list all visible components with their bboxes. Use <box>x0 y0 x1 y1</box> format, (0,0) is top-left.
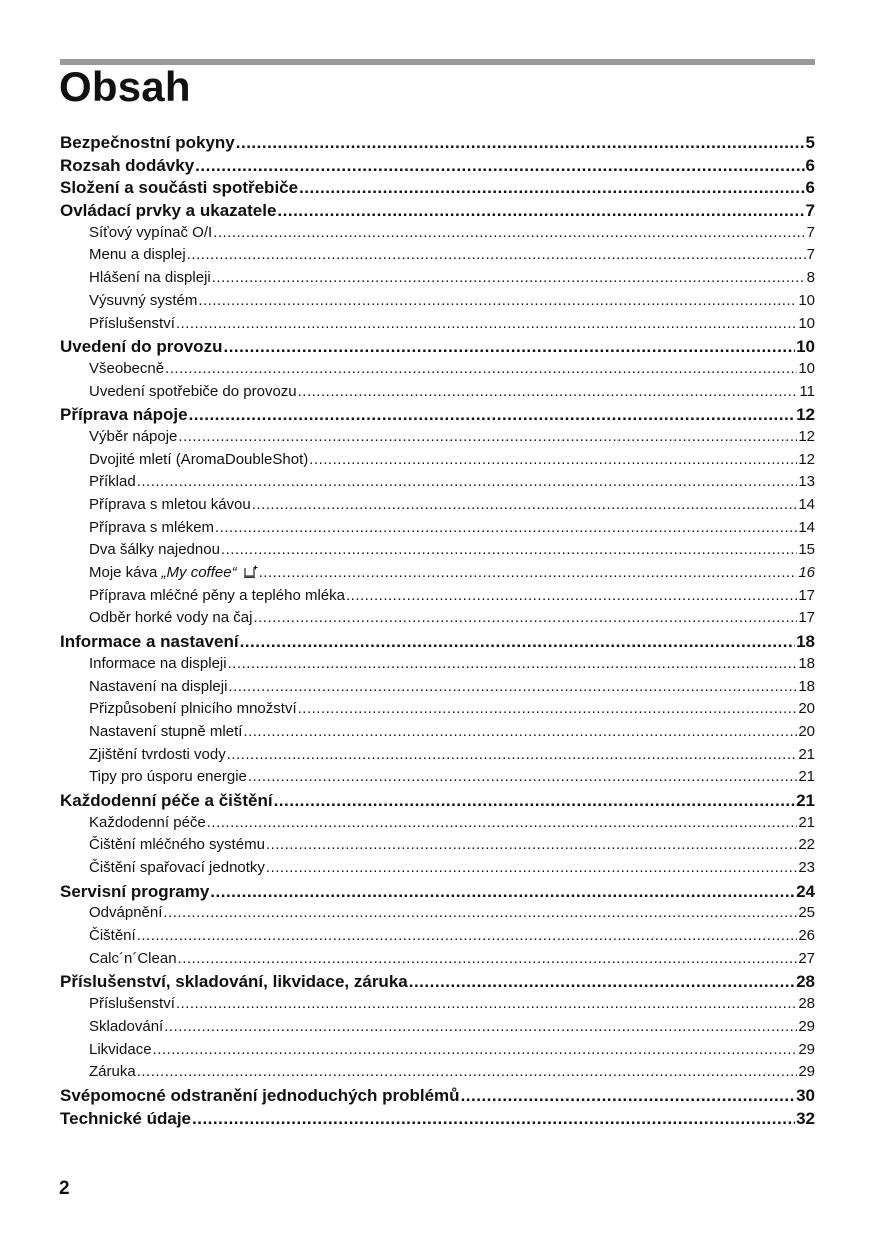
toc-entry-text: Síťový vypínač O/I <box>89 223 213 241</box>
toc-dot-leader <box>346 587 797 604</box>
toc-dot-leader <box>176 315 797 332</box>
toc-page-number: 10 <box>798 291 815 309</box>
toc-entry-title <box>89 950 177 967</box>
toc-page-number: 14 <box>798 496 815 513</box>
toc-entry-text: Uvedení do provozu <box>60 337 223 357</box>
toc-chapter-entry[interactable] <box>60 405 815 428</box>
toc-section-entry[interactable] <box>60 927 815 950</box>
toc-entry-text: Příprava nápoje <box>60 405 188 425</box>
toc-entry-text: Menu a displej <box>89 246 186 264</box>
toc-entry-title <box>60 156 194 176</box>
toc-chapter-entry[interactable] <box>60 1086 815 1109</box>
toc-chapter-entry[interactable] <box>60 201 815 224</box>
toc-section-entry[interactable] <box>60 655 815 678</box>
toc-dot-leader <box>210 882 795 902</box>
toc-page-number: 24 <box>796 881 815 901</box>
toc-entry-text: Moje káva <box>89 564 162 582</box>
toc-page-number: 20 <box>798 722 815 740</box>
page-number: 2 <box>59 1178 70 1199</box>
toc-section-entry[interactable] <box>60 1018 815 1041</box>
toc-entry-text: Příslušenství, skladování, likvidace, záruka <box>60 972 408 992</box>
toc-entry-title <box>89 451 308 468</box>
toc-entry-text: Složení a součásti spotřebiče <box>60 178 299 198</box>
toc-entry-title <box>89 496 251 513</box>
toc-entry-text: Technické údaje <box>60 1108 192 1128</box>
toc-dot-leader <box>274 791 796 811</box>
toc-entry-text: Hlášení na displeji <box>89 269 211 287</box>
toc-entry-title <box>89 246 186 263</box>
toc-dot-leader <box>195 156 804 176</box>
toc-section-entry[interactable] <box>60 1063 815 1086</box>
toc-chapter-entry[interactable] <box>60 337 815 360</box>
toc-section-entry[interactable] <box>60 451 815 474</box>
toc-entry-title <box>89 904 162 921</box>
toc-chapter-entry[interactable] <box>60 1109 815 1132</box>
toc-entry-title <box>89 224 212 241</box>
toc-entry-title <box>60 178 298 198</box>
toc-section-entry[interactable] <box>60 609 815 632</box>
toc-entry-title <box>60 1086 460 1106</box>
page-title: Obsah <box>59 63 191 110</box>
toc-page-number: 21 <box>796 790 815 810</box>
toc-entry-text: Nastavení na displeji <box>89 677 228 695</box>
toc-dot-leader <box>309 451 797 468</box>
cup-plus-icon <box>244 565 258 578</box>
toc-entry-text: Nastavení stupně mletí <box>89 722 243 740</box>
toc-section-entry[interactable] <box>60 768 815 791</box>
toc-page-number: 10 <box>798 314 815 332</box>
toc-entry-text: Rozsah dodávky <box>60 155 195 175</box>
toc-dot-leader <box>164 1018 797 1035</box>
table-of-contents <box>60 133 815 1131</box>
toc-entry-text: Příslušenství <box>89 995 175 1013</box>
toc-section-entry[interactable] <box>60 950 815 973</box>
toc-entry-text: Ovládací prvky a ukazatele <box>60 201 277 221</box>
toc-entry-title <box>89 609 252 626</box>
toc-entry-title <box>89 587 345 604</box>
toc-entry-text: Svépomocné odstranění jednoduchých problémů <box>60 1085 460 1105</box>
toc-page-number: 21 <box>798 768 815 786</box>
toc-dot-leader <box>198 292 797 309</box>
toc-section-entry[interactable] <box>60 1041 815 1064</box>
toc-entry-text: Čištění spařovací jednotky <box>89 859 265 876</box>
toc-entry-title <box>89 1041 152 1058</box>
toc-page-number: 7 <box>805 201 815 221</box>
toc-entry-title <box>89 814 206 831</box>
toc-section-entry[interactable] <box>60 428 815 451</box>
toc-dot-leader <box>243 723 797 740</box>
toc-page-number: 23 <box>798 859 815 876</box>
toc-entry-text: Odběr horké vody na čaj <box>89 609 253 627</box>
toc-dot-leader <box>266 859 797 876</box>
toc-page-number: 5 <box>805 133 815 152</box>
toc-dot-leader <box>212 269 806 286</box>
toc-section-entry[interactable] <box>60 292 815 315</box>
toc-entry-title <box>89 269 211 286</box>
toc-page-number: 11 <box>799 382 815 400</box>
toc-dot-leader <box>252 496 798 513</box>
toc-entry-text: Odvápnění <box>89 904 163 922</box>
toc-entry-title <box>89 360 164 377</box>
toc-entry-title <box>89 768 247 785</box>
toc-entry-text: Přizpůsobení plnicího množství <box>89 700 297 718</box>
toc-entry-title <box>89 564 258 581</box>
toc-entry-title <box>89 655 227 672</box>
toc-dot-leader <box>259 564 798 581</box>
toc-entry-title <box>89 995 175 1012</box>
toc-entry-title <box>89 519 214 536</box>
toc-dot-leader <box>298 700 798 717</box>
toc-section-entry[interactable] <box>60 836 815 859</box>
toc-entry-text: Příklad <box>89 473 136 491</box>
toc-entry-title <box>89 1018 163 1035</box>
toc-dot-leader <box>299 178 804 198</box>
toc-entry-text: Skladování <box>89 1017 164 1035</box>
toc-dot-leader <box>165 360 797 377</box>
toc-page-number: 6 <box>805 155 815 175</box>
toc-dot-leader <box>221 541 797 558</box>
toc-page-number: 25 <box>798 904 815 922</box>
toc-page-number: 32 <box>796 1108 815 1128</box>
toc-page-number: 22 <box>798 836 815 854</box>
toc-page-number: 21 <box>798 745 815 763</box>
toc-entry-text: Příprava s mletou kávou <box>89 496 251 513</box>
toc-dot-leader <box>248 768 797 785</box>
toc-entry-text: Příprava s mlékem <box>89 518 215 536</box>
toc-entry-title <box>60 337 222 357</box>
toc-entry-text: Záruka <box>89 1063 136 1081</box>
toc-entry-text: Výběr nápoje <box>89 427 178 445</box>
toc-page-number: 10 <box>796 337 815 357</box>
toc-dot-leader <box>189 405 796 425</box>
toc-entry-title <box>60 405 188 425</box>
toc-dot-leader <box>409 972 795 992</box>
toc-page-number: 7 <box>806 223 815 241</box>
toc-entry-text: Všeobecně <box>89 359 165 377</box>
toc-entry-title <box>89 428 177 445</box>
toc-section-entry[interactable] <box>60 678 815 701</box>
toc-section-entry[interactable] <box>60 700 815 723</box>
toc-page-number: 20 <box>798 700 815 718</box>
toc-dot-leader <box>178 428 797 445</box>
toc-section-entry[interactable] <box>60 859 815 882</box>
toc-page-number: 8 <box>806 269 815 287</box>
toc-chapter-entry[interactable] <box>60 791 815 814</box>
toc-dot-leader <box>176 995 797 1012</box>
toc-entry-title <box>89 859 265 876</box>
toc-dot-leader <box>163 904 797 921</box>
toc-section-entry[interactable] <box>60 564 815 587</box>
toc-chapter-entry[interactable] <box>60 133 815 156</box>
toc-page-number: 28 <box>796 972 815 992</box>
toc-entry-title <box>60 632 239 652</box>
toc-page-number: 18 <box>798 677 815 695</box>
toc-entry-title <box>60 1109 191 1129</box>
toc-dot-leader <box>137 1063 798 1080</box>
toc-dot-leader <box>240 632 796 652</box>
toc-section-entry[interactable] <box>60 246 815 269</box>
toc-dot-leader <box>153 1041 798 1058</box>
toc-page-number: 12 <box>798 450 815 468</box>
toc-dot-leader <box>277 201 804 221</box>
toc-entry-text: Příprava mléčné pěny a teplého mléka <box>89 586 345 604</box>
toc-dot-leader <box>137 927 798 944</box>
toc-entry-title <box>89 700 297 717</box>
toc-page-number: 29 <box>798 1017 815 1035</box>
toc-page-number: 27 <box>798 949 815 967</box>
toc-dot-leader <box>213 224 805 241</box>
toc-chapter-entry[interactable] <box>60 156 815 179</box>
toc-entry-text: Tipy pro úsporu energie <box>89 768 247 786</box>
toc-entry-text: Bezpečnostní pokyny <box>60 133 235 152</box>
toc-entry-title <box>89 541 220 558</box>
toc-section-entry[interactable] <box>60 383 815 406</box>
toc-page-number: 16 <box>798 564 815 582</box>
toc-section-entry[interactable] <box>60 995 815 1018</box>
toc-entry-title <box>89 723 242 740</box>
toc-chapter-entry[interactable] <box>60 632 815 655</box>
toc-section-entry[interactable] <box>60 224 815 247</box>
toc-page-number: 21 <box>798 813 815 831</box>
toc-dot-leader <box>236 133 805 153</box>
toc-dot-leader <box>298 383 799 400</box>
toc-entry-text: Každodenní péče a čištění <box>60 790 273 810</box>
toc-section-entry[interactable] <box>60 541 815 564</box>
toc-entry-title <box>60 972 408 992</box>
toc-section-entry[interactable] <box>60 269 815 292</box>
toc-chapter-entry[interactable] <box>60 882 815 905</box>
toc-dot-leader <box>137 473 798 490</box>
toc-section-entry[interactable] <box>60 746 815 769</box>
toc-page-number: 30 <box>796 1085 815 1105</box>
toc-entry-title <box>89 292 197 309</box>
toc-entry-title <box>60 791 273 811</box>
toc-entry-title <box>89 678 227 695</box>
toc-page-number: 15 <box>798 541 815 559</box>
toc-entry-title <box>89 836 265 853</box>
toc-page-number: 26 <box>798 927 815 945</box>
toc-dot-leader <box>192 1109 795 1129</box>
toc-page-number: 28 <box>798 995 815 1013</box>
toc-dot-leader <box>178 950 798 967</box>
toc-page-number: 17 <box>798 586 815 604</box>
toc-dot-leader <box>266 836 797 853</box>
toc-entry-text: Dva šálky najednou <box>89 541 220 559</box>
toc-entry-text: Zjištění tvrdosti vody <box>89 745 226 763</box>
toc-entry-title <box>89 473 136 490</box>
toc-entry-title <box>89 746 226 763</box>
toc-page-number: 14 <box>798 518 815 536</box>
toc-entry-text: Dvojité mletí (AromaDoubleShot) <box>89 450 309 468</box>
toc-page-number: 18 <box>798 654 815 672</box>
toc-entry-title <box>89 927 136 944</box>
toc-section-entry[interactable] <box>60 496 815 519</box>
toc-entry-title <box>60 133 235 153</box>
toc-page-number: 12 <box>798 427 815 445</box>
toc-entry-text: Servisní programy <box>60 881 210 901</box>
toc-dot-leader <box>223 337 795 357</box>
toc-entry-title <box>89 315 175 332</box>
toc-dot-leader <box>227 746 798 763</box>
toc-page-number: 17 <box>798 609 815 627</box>
toc-dot-leader <box>187 246 806 263</box>
toc-dot-leader <box>228 655 798 672</box>
toc-entry-text: Příslušenství <box>89 314 175 332</box>
toc-chapter-entry[interactable] <box>60 972 815 995</box>
toc-entry-title <box>60 201 276 221</box>
toc-entry-title <box>60 882 209 902</box>
toc-page-number: 12 <box>796 405 815 425</box>
toc-dot-leader <box>215 519 797 536</box>
toc-page-number: 7 <box>806 246 815 264</box>
toc-page-number: 13 <box>798 473 815 491</box>
toc-entry-text: Čištění mléčného systému <box>89 836 265 854</box>
toc-chapter-entry[interactable] <box>60 178 815 201</box>
toc-section-entry[interactable] <box>60 315 815 338</box>
toc-section-entry[interactable] <box>60 473 815 496</box>
toc-page-number: 18 <box>796 632 815 652</box>
toc-entry-italic-text: „My coffee“ <box>161 564 237 582</box>
toc-section-entry[interactable] <box>60 519 815 542</box>
toc-section-entry[interactable] <box>60 904 815 927</box>
toc-entry-text: Každodenní péče <box>89 813 206 831</box>
toc-entry-title <box>89 383 297 400</box>
toc-section-entry[interactable] <box>60 814 815 837</box>
toc-entry-text: Čištění <box>89 927 136 945</box>
toc-section-entry[interactable] <box>60 723 815 746</box>
toc-entry-text: Informace na displeji <box>89 654 227 672</box>
toc-entry-text: Uvedení spotřebiče do provozu <box>89 382 297 400</box>
toc-dot-leader <box>228 678 797 695</box>
toc-page-number: 6 <box>805 178 815 198</box>
toc-page-number: 29 <box>798 1063 815 1081</box>
toc-page-number: 10 <box>798 359 815 377</box>
toc-section-entry[interactable] <box>60 587 815 610</box>
toc-entry-title <box>89 1063 136 1080</box>
toc-entry-text: Informace a nastavení <box>60 632 239 652</box>
toc-entry-text: Likvidace <box>89 1040 152 1058</box>
toc-section-entry[interactable] <box>60 360 815 383</box>
toc-entry-text: Výsuvný systém <box>89 291 198 309</box>
toc-dot-leader <box>207 814 798 831</box>
toc-dot-leader <box>253 609 797 626</box>
toc-entry-text: Calc´n´Clean <box>89 949 177 967</box>
toc-dot-leader <box>461 1086 796 1106</box>
toc-page-number: 29 <box>798 1040 815 1058</box>
